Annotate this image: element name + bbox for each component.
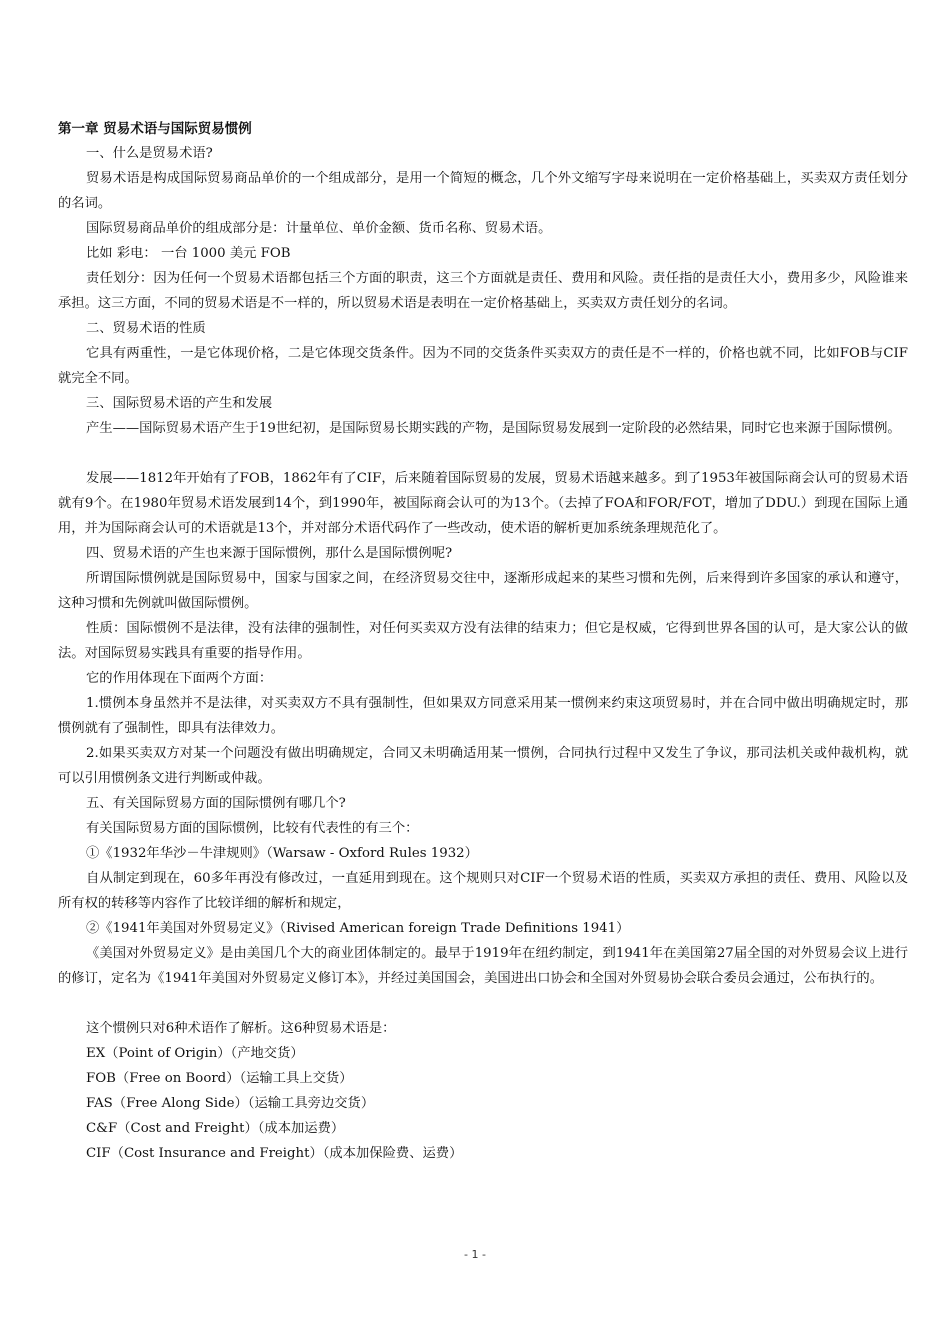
list-item: 1.惯例本身虽然并不是法律，对买卖双方不具有强制性，但如果双方同意采用某一惯例来约束这项贸易时，并在合同中做出明确规定时，那惯例就有了强制性，即具有法律效力。: [58, 696, 908, 736]
section-heading-4: 四、贸易术语的产生也来源于国际惯例，那什么是国际惯例呢?: [86, 546, 453, 561]
section-heading-3: 三、国际贸易术语的产生和发展: [86, 396, 273, 411]
paragraph: 《美国对外贸易定义》是由美国几个大的商业团体制定的。最早于1919年在纽约制定，到1941年在美国第27届全国的对外贸易会议上进行的修订，定名为《1941年美国对外贸易定义修订本》，并经过美国国会，美国进出口协会和全国对外贸易协会联合委员会通过，公布执行的。: [58, 946, 908, 986]
section-heading-2: 二、贸易术语的性质: [86, 321, 206, 336]
paragraph: 它具有两重性，一是它体现价格，二是它体现交货条件。因为不同的交货条件买卖双方的责任是不一样的，价格也就不同，比如FOB与CIF就完全不同。: [58, 346, 908, 386]
paragraph: 贸易术语是构成国际贸易商品单价的一个组成部分，是用一个简短的概念，几个外文缩写字母来说明在一定价格基础上，买卖双方责任划分的名词。: [58, 171, 908, 211]
paragraph: 自从制定到现在，60多年再没有修改过，一直延用到现在。这个规则只对CIF一个贸易术语的性质，买卖双方承担的责任、费用、风险以及所有权的转移等内容作了比较详细的解析和规定，: [58, 871, 908, 911]
list-item: CIF（Cost Insurance and Freight）（成本加保险费、运费）: [86, 1146, 463, 1161]
list-item: FOB（Free on Boord）（运输工具上交货）: [86, 1071, 353, 1086]
paragraph: 发展——1812年开始有了FOB，1862年有了CIF，后来随着国际贸易的发展，贸易术语越来越多。到了1953年被国际商会认可的贸易术语就有9个。在1980年贸易术语发展到14个，到1990年，被国际商会认可的为13个。（去掉了FOA和FOR/FOT，增加了DDU.）到现在国际上通用，并为国际商会认可的术语就是13个，并对部分术语代码作了一些改动，使术语的解析更加系统条理规范化了。: [58, 471, 908, 536]
chapter-title: 第一章 贸易术语与国际贸易惯例: [58, 121, 252, 137]
list-item: C&F（Cost and Freight）（成本加运费）: [86, 1121, 345, 1136]
paragraph: 所谓国际惯例就是国际贸易中，国家与国家之间，在经济贸易交往中，逐渐形成起来的某些习惯和先例，后来得到许多国家的承认和遵守，这种习惯和先例就叫做国际惯例。: [58, 571, 908, 611]
list-item: FAS（Free Along Side）（运输工具旁边交货）: [86, 1096, 375, 1111]
document-body: [58, 117, 908, 1166]
section-heading-5: 五、有关国际贸易方面的国际惯例有哪几个?: [86, 796, 346, 811]
paragraph: 性质：国际惯例不是法律，没有法律的强制性，对任何买卖双方没有法律的结束力；但它是权威，它得到世界各国的认可，是大家公认的做法。对国际贸易实践具有重要的指导作用。: [58, 621, 908, 661]
paragraph: 国际贸易商品单价的组成部分是：计量单位、单价金额、货币名称、贸易术语。: [86, 221, 552, 236]
list-item: EX（Point of Origin）（产地交货）: [86, 1046, 304, 1061]
paragraph: 有关国际贸易方面的国际惯例，比较有代表性的有三个：: [86, 821, 419, 836]
paragraph: 比如 彩电： 一台 1000 美元 FOB: [86, 246, 291, 261]
page-number: - 1 -: [464, 1248, 486, 1261]
section-heading-1: 一、什么是贸易术语?: [86, 146, 213, 161]
paragraph: 这个惯例只对6种术语作了解析。这6种贸易术语是：: [86, 1021, 396, 1036]
paragraph: 责任划分：因为任何一个贸易术语都包括三个方面的职责，这三个方面就是责任、费用和风险。责任指的是责任大小，费用多少，风险谁来承担。这三方面，不同的贸易术语是不一样的，所以贸易术语是表明在一定价格基础上，买卖双方责任划分的名词。: [58, 271, 908, 311]
paragraph: 产生——国际贸易术语产生于19世纪初，是国际贸易长期实践的产物，是国际贸易发展到一定阶段的必然结果，同时它也来源于国际惯例。: [86, 421, 901, 436]
paragraph: 它的作用体现在下面两个方面：: [86, 671, 273, 686]
list-item: ②《1941年美国对外贸易定义》（Rivised American foreign Trade Definitions 1941）: [86, 921, 630, 936]
list-item: 2.如果买卖双方对某一个问题没有做出明确规定，合同又未明确适用某一惯例，合同执行过程中又发生了争议，那司法机关或仲裁机构，就可以引用惯例条文进行判断或仲裁。: [58, 746, 908, 786]
list-item: ①《1932年华沙－牛津规则》（Warsaw - Oxford Rules 1932）: [86, 846, 478, 861]
